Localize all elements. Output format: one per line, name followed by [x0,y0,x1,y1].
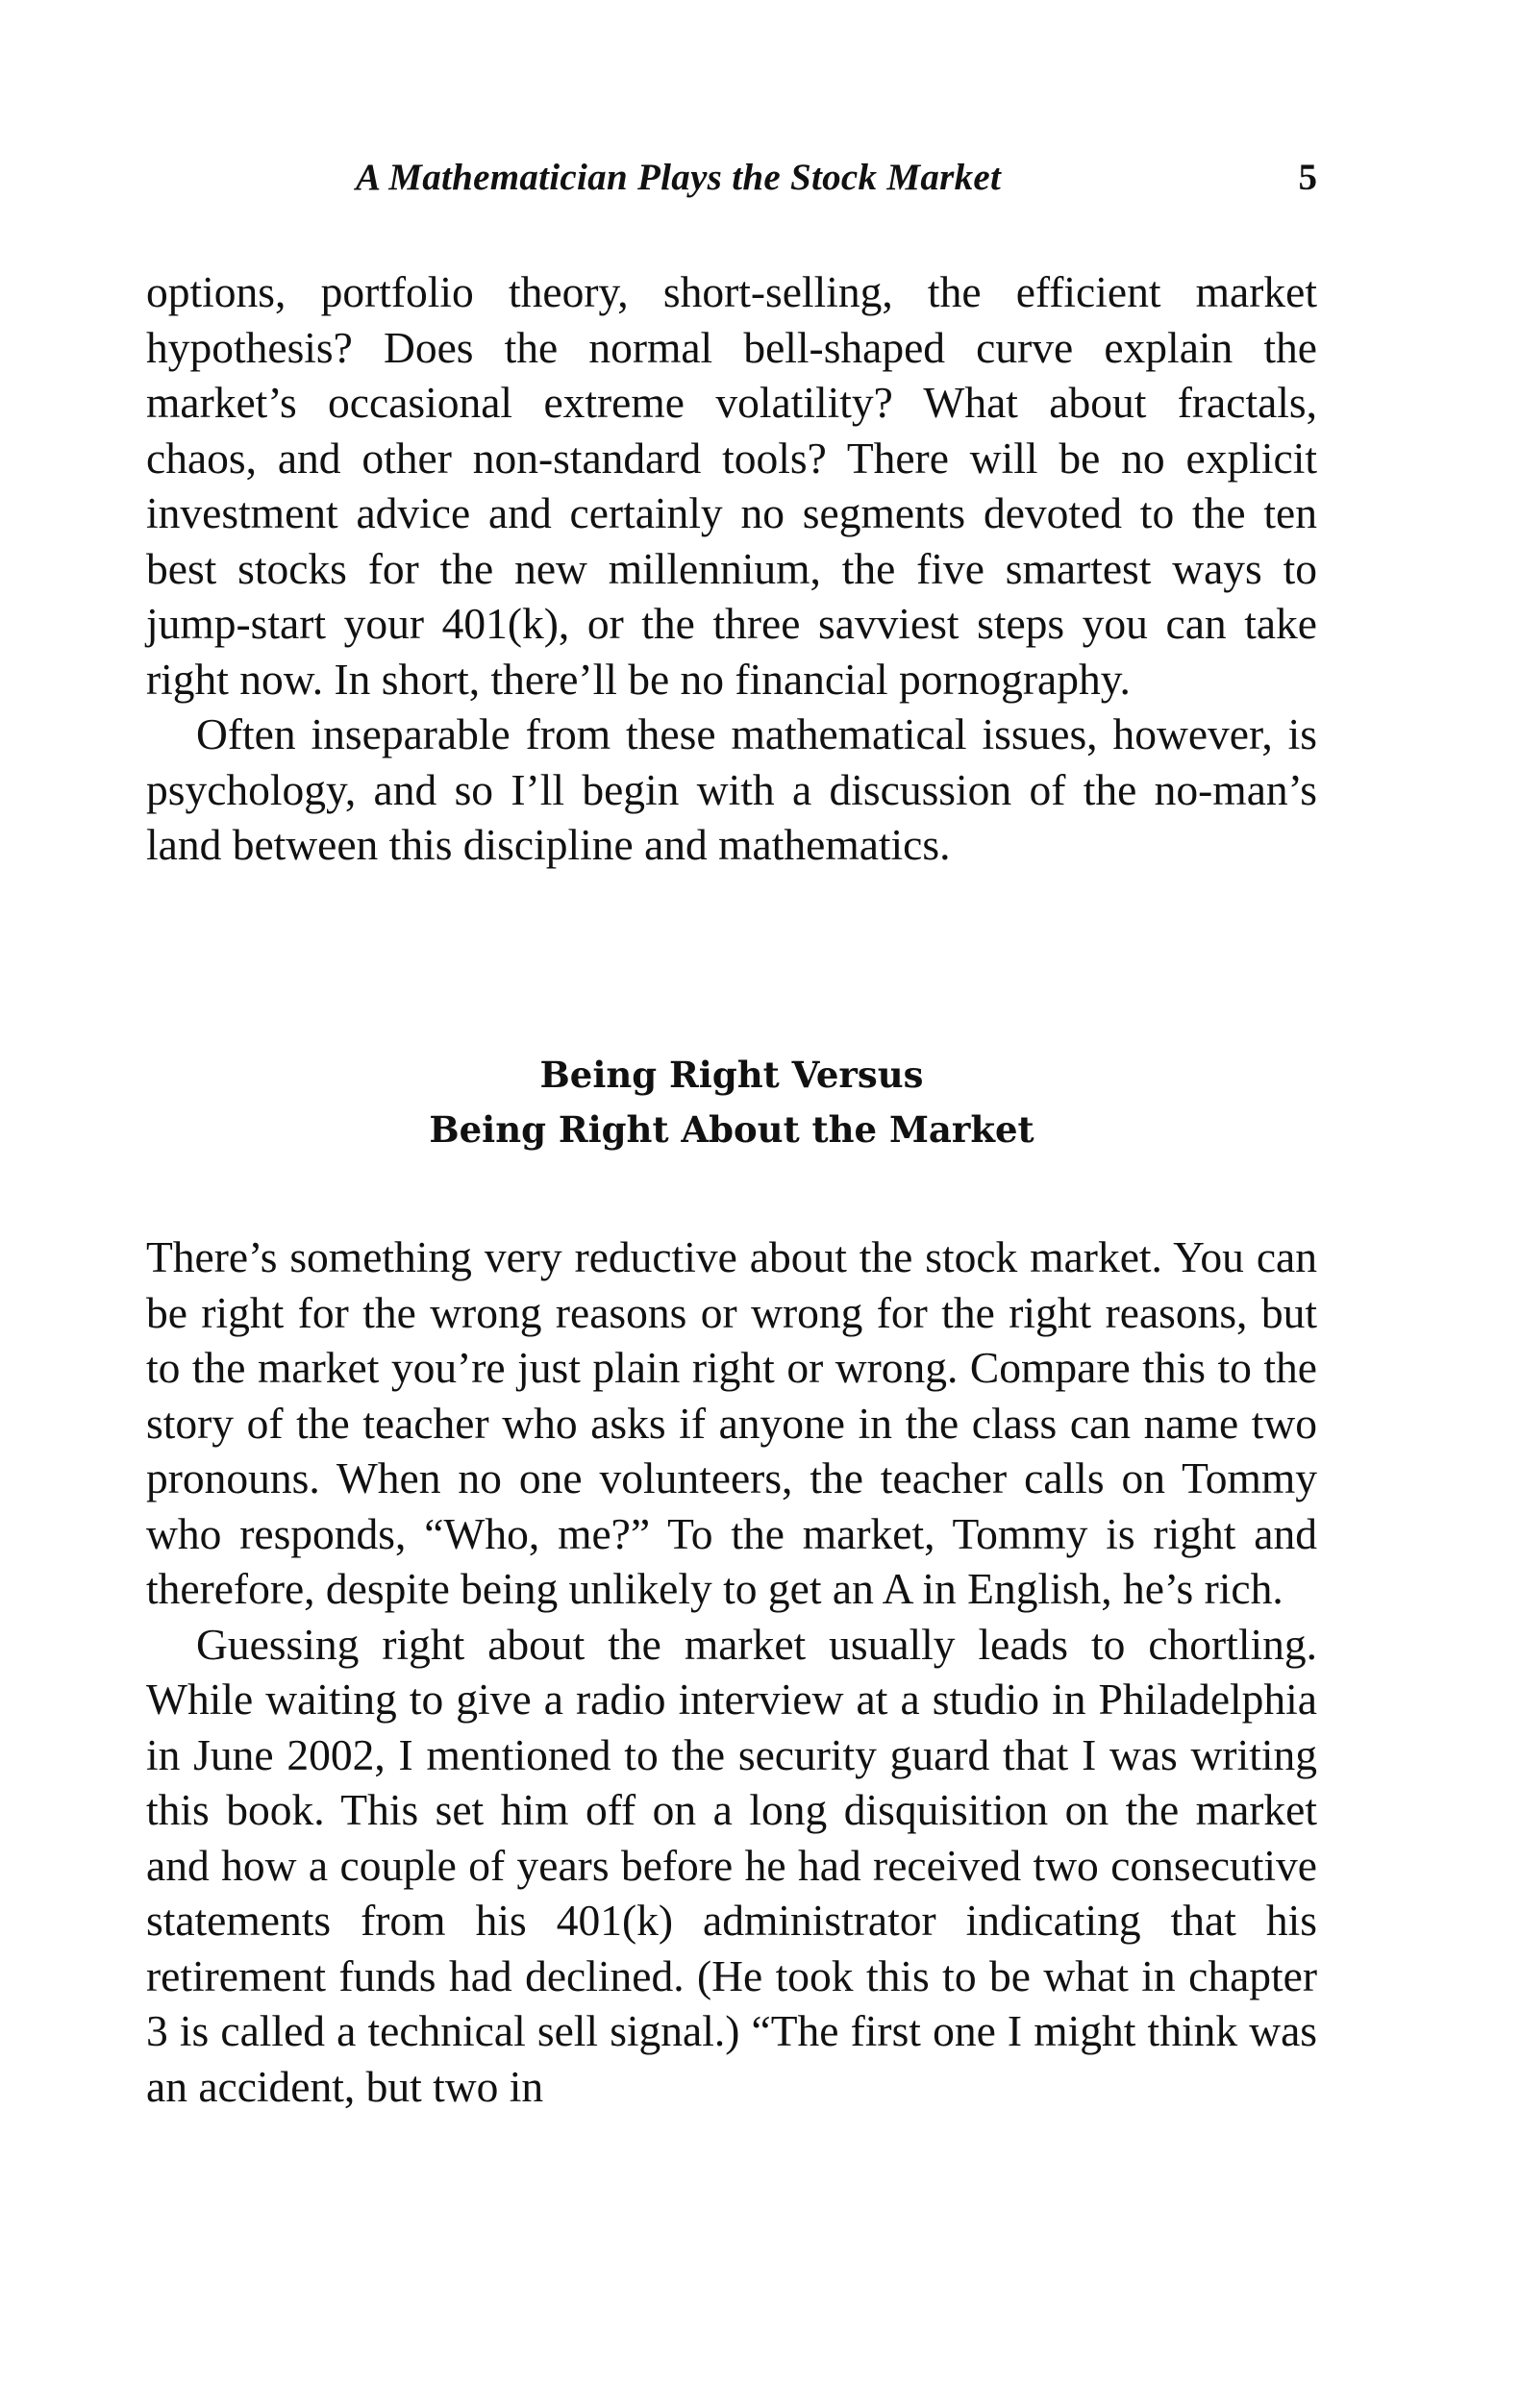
section-paragraph-1: There’s something very reductive about the stock market. You can be right for the wrong reasons or wrong for the right reasons, but to the market you’re just plain right or wrong. Compare this to the story of the teacher who asks if anyone in the class can name two pronouns. When no one volunteers, the teacher calls on Tommy who responds, “Who, me?” To the market, Tommy is right and therefore, despite being unlikely to get an A in English, he’s rich. [146,1232,1317,1613]
section-paragraph-2: Guessing right about the market usually leads to chortling. While waiting to give a radio interview at a studio in Philadelphia in June 2002, I mentioned to the security guard that I was writing this book. This set him off on a long disquisition on the market and how a couple of years before he had received two consecutive statements from his 401(k) administrator indicating that his retirement funds had declined. (He took this to be what in chapter 3 is called a technical sell signal.) “The first one I might think was an accident, but two in [146,1619,1317,2111]
section-heading-line-1: Being Right Versus [539,1054,924,1096]
section-text [146,1229,1317,2114]
running-head [146,156,1317,213]
page-number: 5 [1298,157,1317,198]
intro-paragraph-1: options, portfolio theory, short-selling, the efficient market hypothesis? Does the normal bell-shaped curve explain the market’s occasional extreme volatility? What about fractals, chaos, and other non-standard tools? There will be no explicit investment advice and certainly no segments devoted to the ten best stocks for the new millennium, the five smartest ways to jump-start your 401(k), or the three savviest steps you can take right now. In short, there’ll be no financial pornography. [146,267,1317,704]
running-title: A Mathematician Plays the Stock Market [356,157,1002,198]
intro-text [146,264,1317,873]
section-heading-line-2: Being Right About the Market [429,1108,1034,1151]
section-heading [146,1048,1317,1157]
intro-paragraph-2: Often inseparable from these mathematical issues, however, is psychology, and so I’ll begin with a discussion of the no-man’s land between this discipline and mathematics. [146,709,1317,869]
